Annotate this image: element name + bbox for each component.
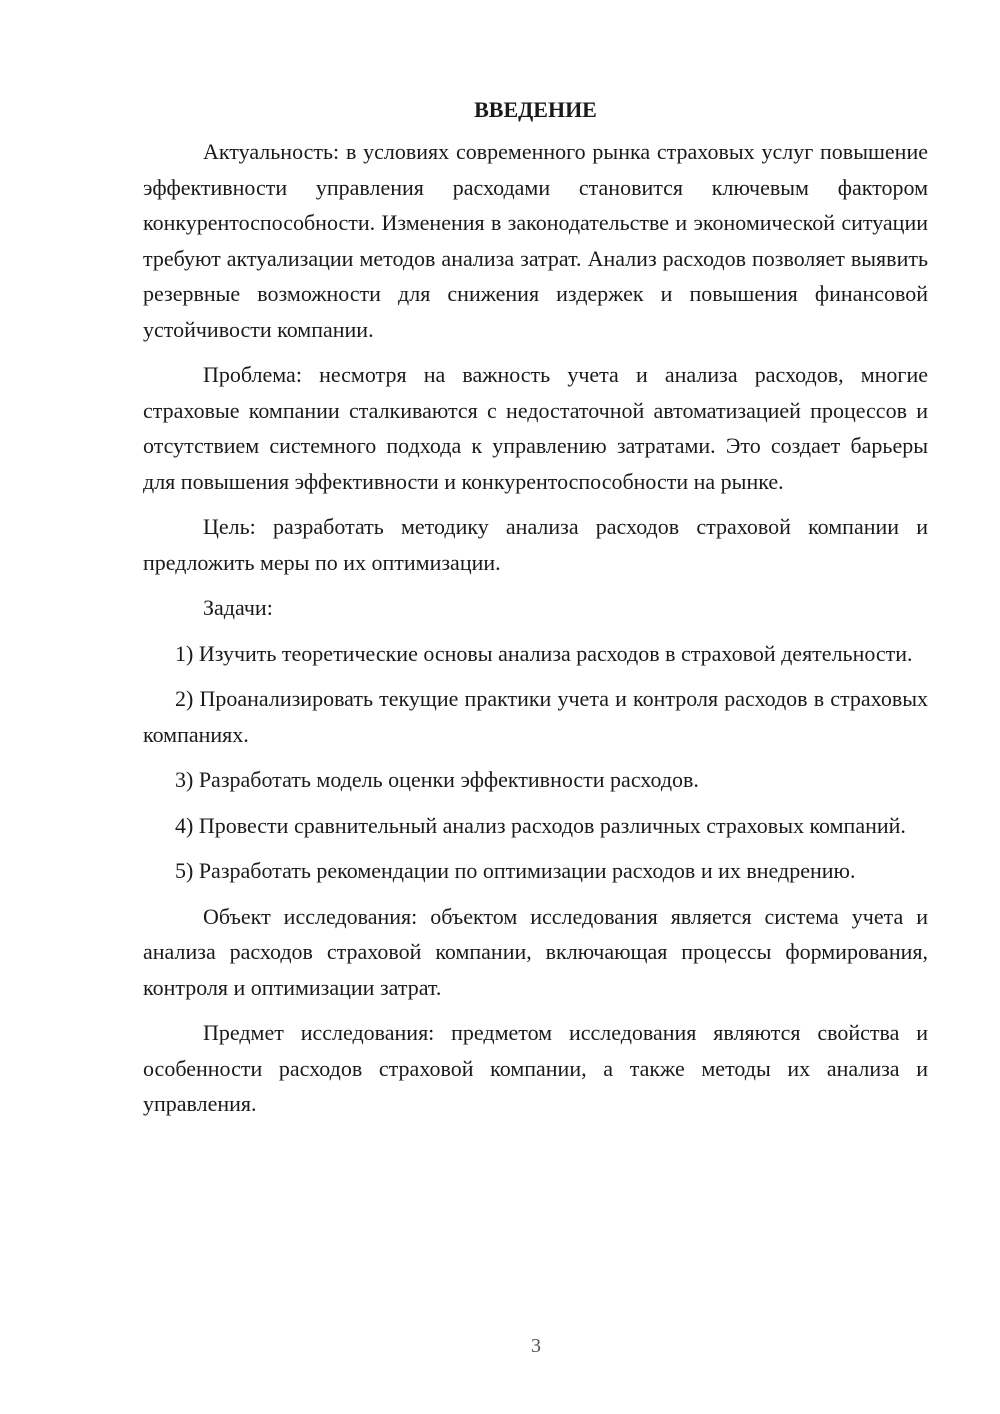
task-item-4: 4) Провести сравнительный анализ расходов различных страховых компаний.	[175, 812, 906, 838]
subject-paragraph: Предмет исследования: предметом исследования являются свойства и особенности расходов страховой компании, а также методы их анализа и управления.	[143, 1020, 928, 1116]
task-item-5: 5) Разработать рекомендации по оптимизации расходов и их внедрению.	[175, 858, 856, 883]
object-paragraph: Объект исследования: объектом исследования является система учета и анализа расходов страховой компании, включающая процессы формирования, контроля и оптимизации затрат.	[143, 903, 928, 1000]
goal-paragraph: Цель: разработать методику анализа расходов страховой компании и предложить меры по их оптимизации.	[143, 514, 928, 575]
section-title: ВВЕДЕНИЕ	[474, 97, 597, 122]
tasks-heading: Задачи:	[203, 595, 273, 620]
relevance-paragraph: Актуальность: в условиях современного рынка страховых услуг повышение эффективности управления расходами становится ключевым фактором конкурентоспособности. Изменения в законодательстве и экономической ситуации требуют актуализации методов анализа затрат. Анализ расходов позволяет выявить резервные возможности для снижения издержек и повышения финансовой устойчивости компании.	[143, 139, 928, 342]
task-item-2: 2) Проанализировать текущие практики учета и контроля расходов в страховых компаниях.	[143, 686, 928, 747]
task-item-1: 1) Изучить теоретические основы анализа расходов в страховой деятельности.	[175, 640, 913, 666]
task-item-3: 3) Разработать модель оценки эффективности расходов.	[175, 767, 699, 792]
page-content	[143, 92, 928, 1132]
page-number: 3	[531, 1335, 541, 1357]
problem-paragraph: Проблема: несмотря на важность учета и анализа расходов, многие страховые компании сталкиваются с недостаточной автоматизацией процессов и отсутствием системного подхода к управлению затратами. Это создает барьеры для повышения эффективности и конкурентоспособности на рынке.	[143, 362, 928, 494]
